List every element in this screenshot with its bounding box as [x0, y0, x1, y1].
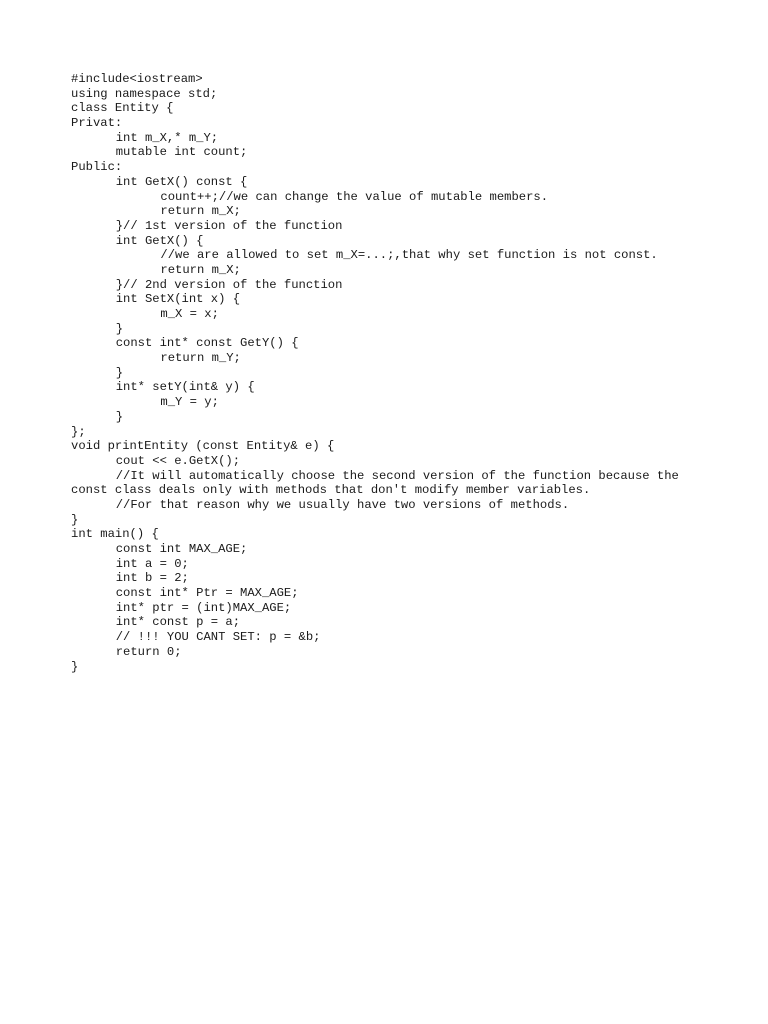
code-line: int SetX(int x) { [115, 292, 241, 307]
code-line: Public: [71, 160, 123, 175]
code-line: // !!! YOU CANT SET: p = &b; [115, 630, 321, 645]
code-line: mutable int count; [115, 145, 248, 160]
code-line: const int MAX_AGE; [115, 542, 248, 556]
code-line: }// 2nd version of the function [115, 277, 343, 292]
code-line: const class deals only with methods that don't modify member variables. [71, 483, 591, 498]
code-line: //For that reason why we usually have two versions of methods. [115, 497, 570, 512]
code-line: int m_X,* m_Y; [115, 130, 219, 145]
code-line: return m_Y; [160, 351, 241, 366]
code-line: void printEntity (const Entity& e) { [71, 439, 335, 454]
code-line: int* setY(int& y) { [115, 380, 255, 395]
code-line: m_X = x; [160, 307, 219, 321]
code-line: int* const p = a; [115, 615, 241, 630]
code-line: using namespace std; [71, 86, 218, 101]
code-line: //It will automatically choose the second version of the function because the [115, 468, 679, 483]
code-line: return 0; [115, 644, 182, 659]
code-line: int* ptr = (int)MAX_AGE; [115, 600, 292, 615]
code-line: m_Y = y; [160, 395, 219, 410]
code-line: } [71, 512, 79, 527]
code-line: int GetX() const { [115, 174, 248, 189]
code-line: int b = 2; [115, 571, 189, 586]
code-line: } [115, 365, 124, 380]
code-line: const int* Ptr = MAX_AGE; [115, 586, 299, 601]
code-line: } [71, 659, 79, 674]
code-line: } [115, 321, 124, 336]
code-line: Privat: [71, 116, 123, 131]
code-line: int a = 0; [115, 556, 189, 571]
code-line: int main() { [71, 527, 159, 542]
code-line: return m_X; [160, 204, 241, 219]
code-line: }// 1st version of the function [115, 218, 343, 233]
code-line: return m_X; [160, 262, 241, 277]
code-line: }; [71, 424, 86, 439]
code-line: int GetX() { [115, 233, 204, 248]
code-line: count++;//we can change the value of mutable members. [160, 189, 549, 204]
code-document [71, 72, 711, 674]
code-line: #include<iostream> [71, 72, 203, 86]
code-line: } [115, 409, 124, 424]
code-line: const int* const GetY() { [115, 336, 299, 351]
code-line: class Entity { [71, 101, 174, 116]
code-line: //we are allowed to set m_X=...;,that why set function is not const. [160, 248, 658, 263]
code-line: cout << e.GetX(); [115, 453, 241, 468]
